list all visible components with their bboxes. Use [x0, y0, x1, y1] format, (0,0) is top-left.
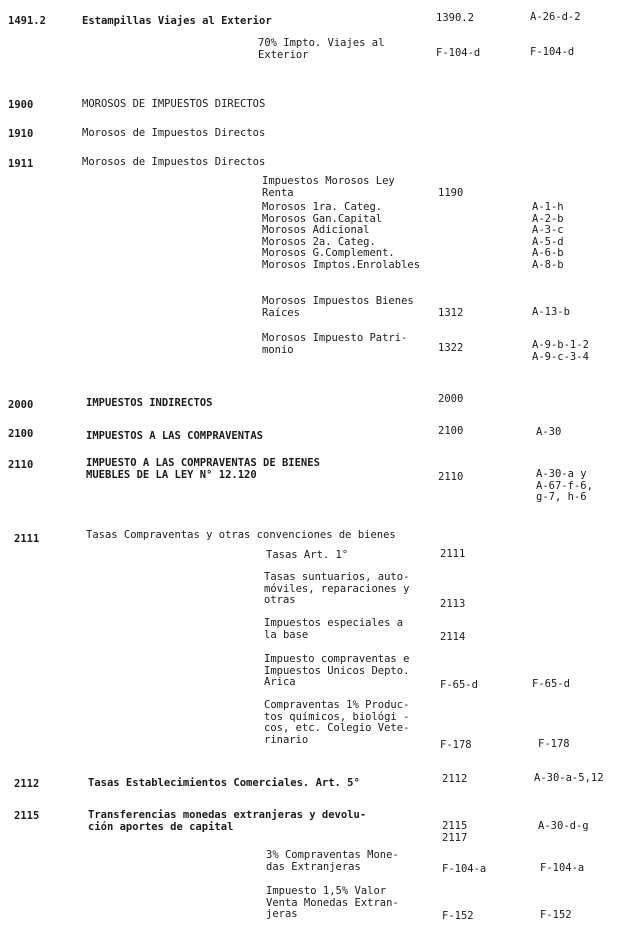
row-ref: 2100 — [438, 425, 464, 437]
row-title: Impuesto compraventas e Impuestos Unicos Depto. Arica — [264, 653, 410, 688]
row-title: Morosos Impuesto Patri- monio — [262, 332, 408, 356]
row-title: Tasas Art. 1° — [266, 549, 349, 561]
row-code: 1900 — [8, 99, 34, 111]
row-code: 2100 — [8, 428, 34, 440]
row-code: 1910 — [8, 128, 34, 140]
row-title: Morosos 1ra. Categ. Morosos Gan.Capital Morosos Adicional Morosos 2a. Categ. Morosos G.Complement. Morosos Imptos.Enrolables — [262, 201, 421, 271]
row-acct: F-104-a — [540, 862, 585, 874]
row-code: 2110 — [8, 459, 34, 471]
row-acct: F-152 — [540, 909, 572, 921]
row-acct: A-30 — [536, 426, 562, 438]
row-ref: 2111 — [440, 548, 466, 560]
row-ref: F-178 — [440, 739, 472, 751]
row-acct: A-30-d-g — [538, 820, 589, 832]
row-title: Compraventas 1% Produc- tos químicos, biológi - cos, etc. Colegio Vete- rinario — [264, 699, 410, 746]
row-title: Impuestos Morosos Ley Renta — [262, 175, 395, 199]
row-title: Estampillas Viajes al Exterior — [82, 15, 272, 27]
row-acct: A-26-d-2 — [530, 11, 581, 23]
row-ref: 1322 — [438, 342, 464, 354]
row-ref: 2114 — [440, 631, 466, 643]
row-ref: F-152 — [442, 910, 474, 922]
row-title: Morosos de Impuestos Directos — [82, 127, 266, 139]
row-ref: F-104-a — [442, 863, 487, 875]
row-title: Tasas suntuarios, auto- móviles, reparaciones y otras — [264, 571, 410, 606]
row-title: 70% Impto. Viajes al Exterior — [258, 37, 385, 61]
row-title: MOROSOS DE IMPUESTOS DIRECTOS — [82, 98, 266, 110]
row-ref: F-104-d — [436, 47, 481, 59]
row-acct: F-65-d — [532, 678, 570, 690]
row-code: 1911 — [8, 158, 34, 170]
row-code: 2115 — [14, 810, 40, 822]
row-ref: 2000 — [438, 393, 464, 405]
row-code: 2111 — [14, 533, 40, 545]
row-title: Transferencias monedas extranjeras y devolu- ción aportes de capital — [88, 809, 367, 833]
row-ref: 2113 — [440, 598, 466, 610]
row-ref: 1312 — [438, 307, 464, 319]
row-acct: A-30-a y A-67-f-6, g-7, h-6 — [536, 468, 593, 503]
row-acct: A-9-b-1-2 A-9-c-3-4 — [532, 339, 589, 363]
row-code: 1491.2 — [8, 15, 46, 27]
row-ref: 2112 — [442, 773, 468, 785]
row-ref: 2110 — [438, 471, 464, 483]
row-acct: A-13-b — [532, 306, 570, 318]
row-title: IMPUESTO A LAS COMPRAVENTAS DE BIENES MUEBLES DE LA LEY N° 12.120 — [86, 457, 320, 481]
row-title: Impuestos especiales a la base — [264, 617, 404, 641]
row-acct: A-30-a-5,12 — [534, 772, 604, 784]
row-ref: 1190 — [438, 187, 464, 199]
row-title: Impuesto 1,5% Valor Venta Monedas Extran- jeras — [266, 885, 399, 920]
row-acct: A-1-h A-2-b A-3-c A-5-d A-6-b A-8-b — [532, 201, 564, 271]
row-title: Tasas Establecimientos Comerciales. Art. 5° — [88, 777, 360, 789]
row-title: IMPUESTOS A LAS COMPRAVENTAS — [86, 430, 264, 442]
row-title: 3% Compraventas Mone- das Extranjeras — [266, 849, 399, 873]
row-acct: F-178 — [538, 738, 570, 750]
row-title: Tasas Compraventas y otras convenciones de bienes — [86, 529, 396, 541]
row-code: 2000 — [8, 399, 34, 411]
row-ref: 1390.2 — [436, 12, 474, 24]
row-code: 2112 — [14, 778, 40, 790]
row-ref: F-65-d — [440, 679, 478, 691]
row-acct: F-104-d — [530, 46, 575, 58]
row-title: Morosos Impuestos Bienes Raíces — [262, 295, 414, 319]
row-title: Morosos de Impuestos Directos — [82, 156, 266, 168]
row-ref: 2115 2117 — [442, 820, 468, 844]
row-title: IMPUESTOS INDIRECTOS — [86, 397, 213, 409]
